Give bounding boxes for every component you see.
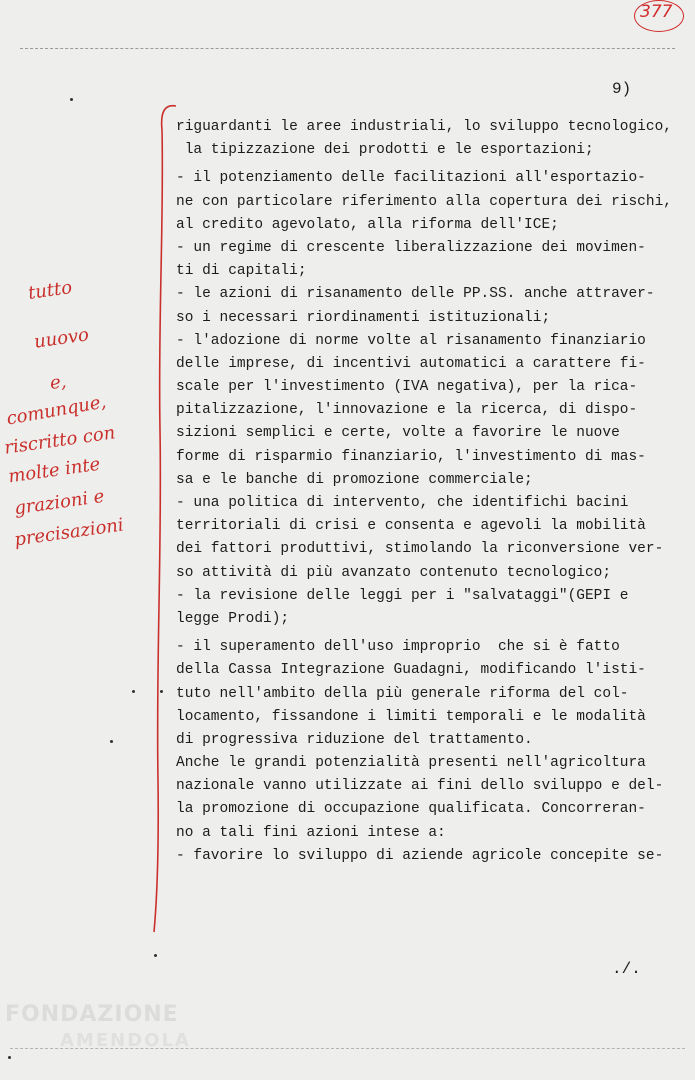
margin-note-line: e, — [48, 371, 68, 394]
text-line: - l'adozione di norme volte al risanamento finanziario — [176, 332, 646, 349]
text-line: Anche le grandi potenzialità presenti nell'agricoltura — [176, 755, 646, 772]
text-line: - le azioni di risanamento delle PP.SS. anche attraver- — [176, 286, 655, 303]
margin-note-line: tutto — [26, 277, 74, 304]
top-divider — [20, 48, 675, 50]
text-line: locamento, fissandone i limiti temporali e le modalità — [176, 708, 646, 725]
text-line: territoriali di crisi e consenta e agevoli la mobilità — [176, 518, 646, 535]
text-line: scale per l'investimento (IVA negativa), per la rica- — [176, 379, 638, 396]
text-line: della Cassa Integrazione Guadagni, modificando l'isti- — [176, 662, 646, 679]
text-line: no a tali fini azioni intese a: — [176, 824, 446, 841]
text-line: ti di capitali; — [176, 263, 307, 280]
text-line: - una politica di intervento, che identifichi bacini — [176, 495, 629, 511]
ink-speck — [160, 690, 163, 693]
text-line: la tipizzazione dei prodotti e le esportazioni; — [176, 142, 594, 159]
text-line: la promozione di occupazione qualificata. Concorreran- — [176, 801, 646, 818]
text-line: - il superamento dell'uso improprio che si è fatto — [176, 639, 620, 656]
page-number: 9) — [612, 80, 632, 98]
text-line: - favorire lo sviluppo di aziende agricole concepite se- — [176, 847, 664, 864]
text-line: riguardanti le aree industriali, lo sviluppo tecnologico, — [176, 119, 672, 135]
margin-note-line: precisazioni — [13, 514, 125, 551]
text-line: nazionale vanno utilizzate ai fini dello sviluppo e del- — [176, 778, 664, 795]
archive-watermark: AMENDOLA — [60, 1030, 191, 1051]
ink-speck — [132, 690, 135, 693]
text-line: pitalizzazione, l'innovazione e la ricerca, di dispo- — [176, 402, 638, 419]
text-line: ne con particolare riferimento alla copertura dei rischi, — [176, 193, 672, 210]
margin-note-line: comunque, — [4, 391, 108, 430]
text-line: - un regime di crescente liberalizzazione dei movimen- — [176, 239, 646, 256]
ink-speck — [110, 740, 113, 743]
text-line: dei fattori produttivi, stimolando la riconversione ver- — [176, 541, 664, 558]
handwritten-margin-note — [0, 277, 160, 580]
continuation-mark: ./. — [612, 960, 641, 978]
text-line: delle imprese, di incentivi automatici a carattere fi- — [176, 355, 646, 372]
text-line: so attività di più avanzato contenuto tecnologico; — [176, 564, 612, 581]
archive-watermark: FONDAZIONE — [5, 1002, 179, 1027]
margin-note-line: uuovo — [32, 324, 91, 353]
ink-speck — [154, 954, 157, 957]
text-line: so i necessari riordinamenti istituzionali; — [176, 309, 551, 326]
text-line: forme di risparmio finanziario, l'investimento di mas- — [176, 448, 646, 465]
ink-speck — [70, 98, 73, 101]
text-line: di progressiva riduzione del trattamento. — [176, 731, 533, 748]
text-line: al credito agevolato, alla riforma dell'ICE; — [176, 216, 559, 233]
text-line: legge Prodi); — [176, 610, 290, 627]
margin-note-line: molte inte — [6, 453, 102, 488]
archive-number: 377 — [640, 2, 673, 22]
typewritten-body — [176, 116, 676, 868]
ink-speck — [8, 1056, 11, 1059]
text-line: tuto nell'ambito della più generale riforma del col- — [176, 685, 629, 702]
margin-note-line: riscritto con — [3, 422, 117, 459]
text-line: sa e le banche di promozione commerciale; — [176, 471, 533, 488]
text-line: sizioni semplici e certe, volte a favorire le nuove — [176, 425, 620, 442]
text-line: - il potenziamento delle facilitazioni all'esportazio- — [176, 170, 646, 187]
margin-note-line: grazioni e — [12, 485, 106, 520]
text-line: - la revisione delle leggi per i "salvataggi"(GEPI e — [176, 587, 629, 604]
